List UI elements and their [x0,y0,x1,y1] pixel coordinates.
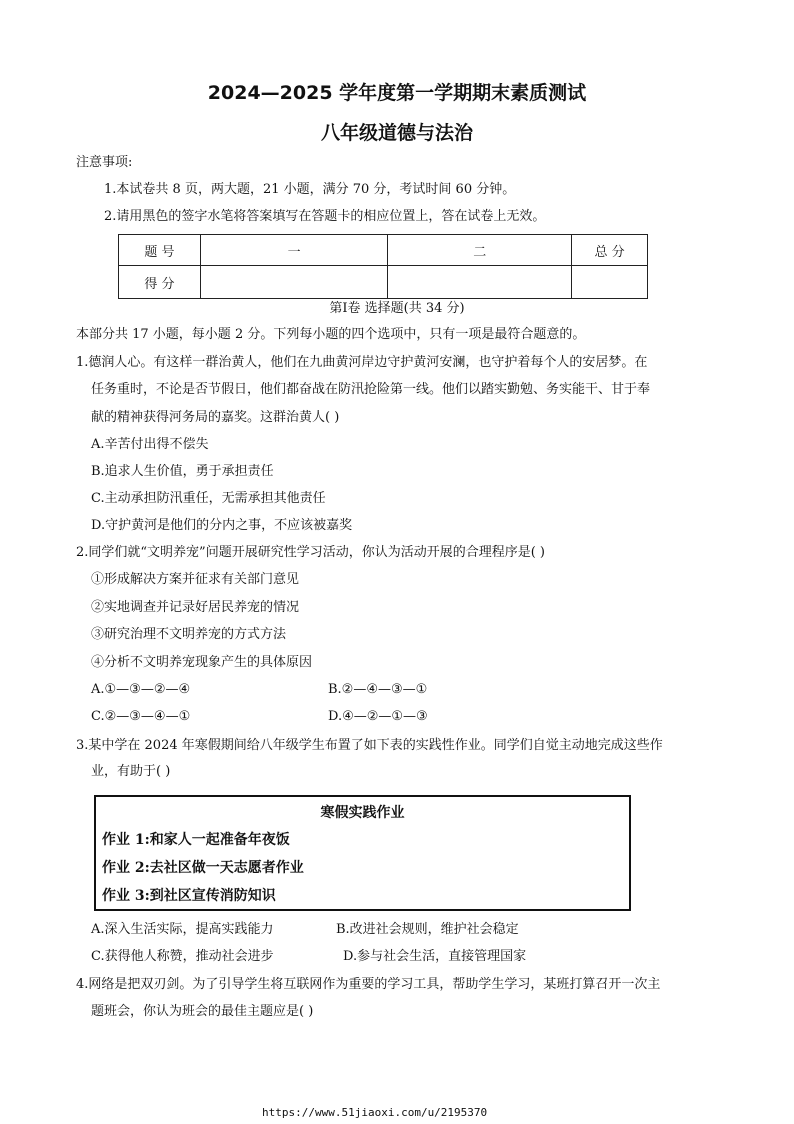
score-cell [572,266,648,299]
q1-stem: 1.德润人心。有这样一群治黄人，他们在九曲黄河岸边守护黄河安澜，也守护着每个人的安居梦。在 [76,355,648,370]
q2-stem: 2.同学们就“文明养宠”问题开展研究性学习活动，你认为活动开展的合理程序是( ) [76,545,545,560]
exam-subtitle: 八年级道德与法治 [320,122,473,144]
q3-stem: 业，有助于( ) [91,764,171,779]
q3-option-d[interactable]: D.参与社会生活，直接管理国家 [343,949,527,964]
section-title: 第Ⅰ卷 选择题(共 34 分) [329,301,465,316]
q2-item: ③研究治理不文明养宠的方式方法 [91,627,287,642]
q2-option-a[interactable]: A.①—③—②—④ [91,682,191,697]
q2-item: ④分析不文明养宠现象产生的具体原因 [91,655,313,670]
q2-option-d[interactable]: D.④—②—①—③ [328,709,428,724]
q2-option-c[interactable]: C.②—③—④—① [91,709,191,724]
q1-option-d[interactable]: D.守护黄河是他们的分内之事，不应该被嘉奖 [91,518,353,533]
q1-option-a[interactable]: A.辛苦付出得不偿失 [91,437,209,452]
q2-item: ①形成解决方案并征求有关部门意见 [91,572,300,587]
homework-row: 作业 2:去社区做一天志愿者作业 [102,860,304,876]
score-cell [388,266,572,299]
q3-stem: 3.某中学在 2024 年寒假期间给八年级学生布置了如下表的实践性作业。同学们自觉主动地完成这些作 [76,738,663,753]
q1-option-c[interactable]: C.主动承担防汛重任，无需承担其他责任 [91,491,326,506]
homework-title: 寒假实践作业 [320,805,405,821]
q4-stem: 题班会，你认为班会的最佳主题应是( ) [91,1004,314,1019]
section-intro: 本部分共 17 小题，每小题 2 分。下列每小题的四个选项中，只有一项是最符合题意的。 [76,327,586,342]
q4-stem: 4.网络是把双刃剑。为了引导学生将互联网作为重要的学习工具，帮助学生学习，某班打算召开一次主 [76,977,661,992]
q1-option-b[interactable]: B.追求人生价值，勇于承担责任 [91,464,274,479]
q3-option-c[interactable]: C.获得他人称赞，推动社会进步 [91,949,274,964]
score-row-label: 得 分 [119,266,201,299]
notice-item: 2.请用黑色的签字水笔将答案填写在答题卡的相应位置上，答在试卷上无效。 [104,209,546,224]
score-cell [200,266,388,299]
q2-item: ②实地调查并记录好居民养宠的情况 [91,600,300,615]
score-header-cell: 一 [200,235,388,266]
footer-link[interactable]: https://www.51jiaoxi.com/u/2195370 [262,1106,488,1119]
notice-item: 1.本试卷共 8 页，两大题，21 小题，满分 70 分，考试时间 60 分钟。 [104,182,516,197]
q3-option-a[interactable]: A.深入生活实际，提高实践能力 [91,922,274,937]
score-header-cell: 总 分 [572,235,648,266]
q2-option-b[interactable]: B.②—④—③—① [328,682,428,697]
exam-title: 2024—2025 学年度第一学期期末素质测试 [207,82,587,104]
score-header-cell: 题 号 [119,235,201,266]
homework-box [94,795,631,911]
q1-stem: 任务重时，不论是否节假日，他们都奋战在防汛抢险第一线。他们以踏实勤勉、务实能干、甘于奉 [91,382,651,397]
notice-heading: 注意事项: [76,155,133,170]
score-table [118,234,648,299]
homework-row: 作业 1:和家人一起准备年夜饭 [102,832,290,848]
q1-stem: 献的精神获得河务局的嘉奖。这群治黄人( ) [91,410,340,425]
q3-option-b[interactable]: B.改进社会规则，维护社会稳定 [336,922,519,937]
homework-row: 作业 3:到社区宣传消防知识 [102,888,276,904]
score-header-cell: 二 [388,235,572,266]
